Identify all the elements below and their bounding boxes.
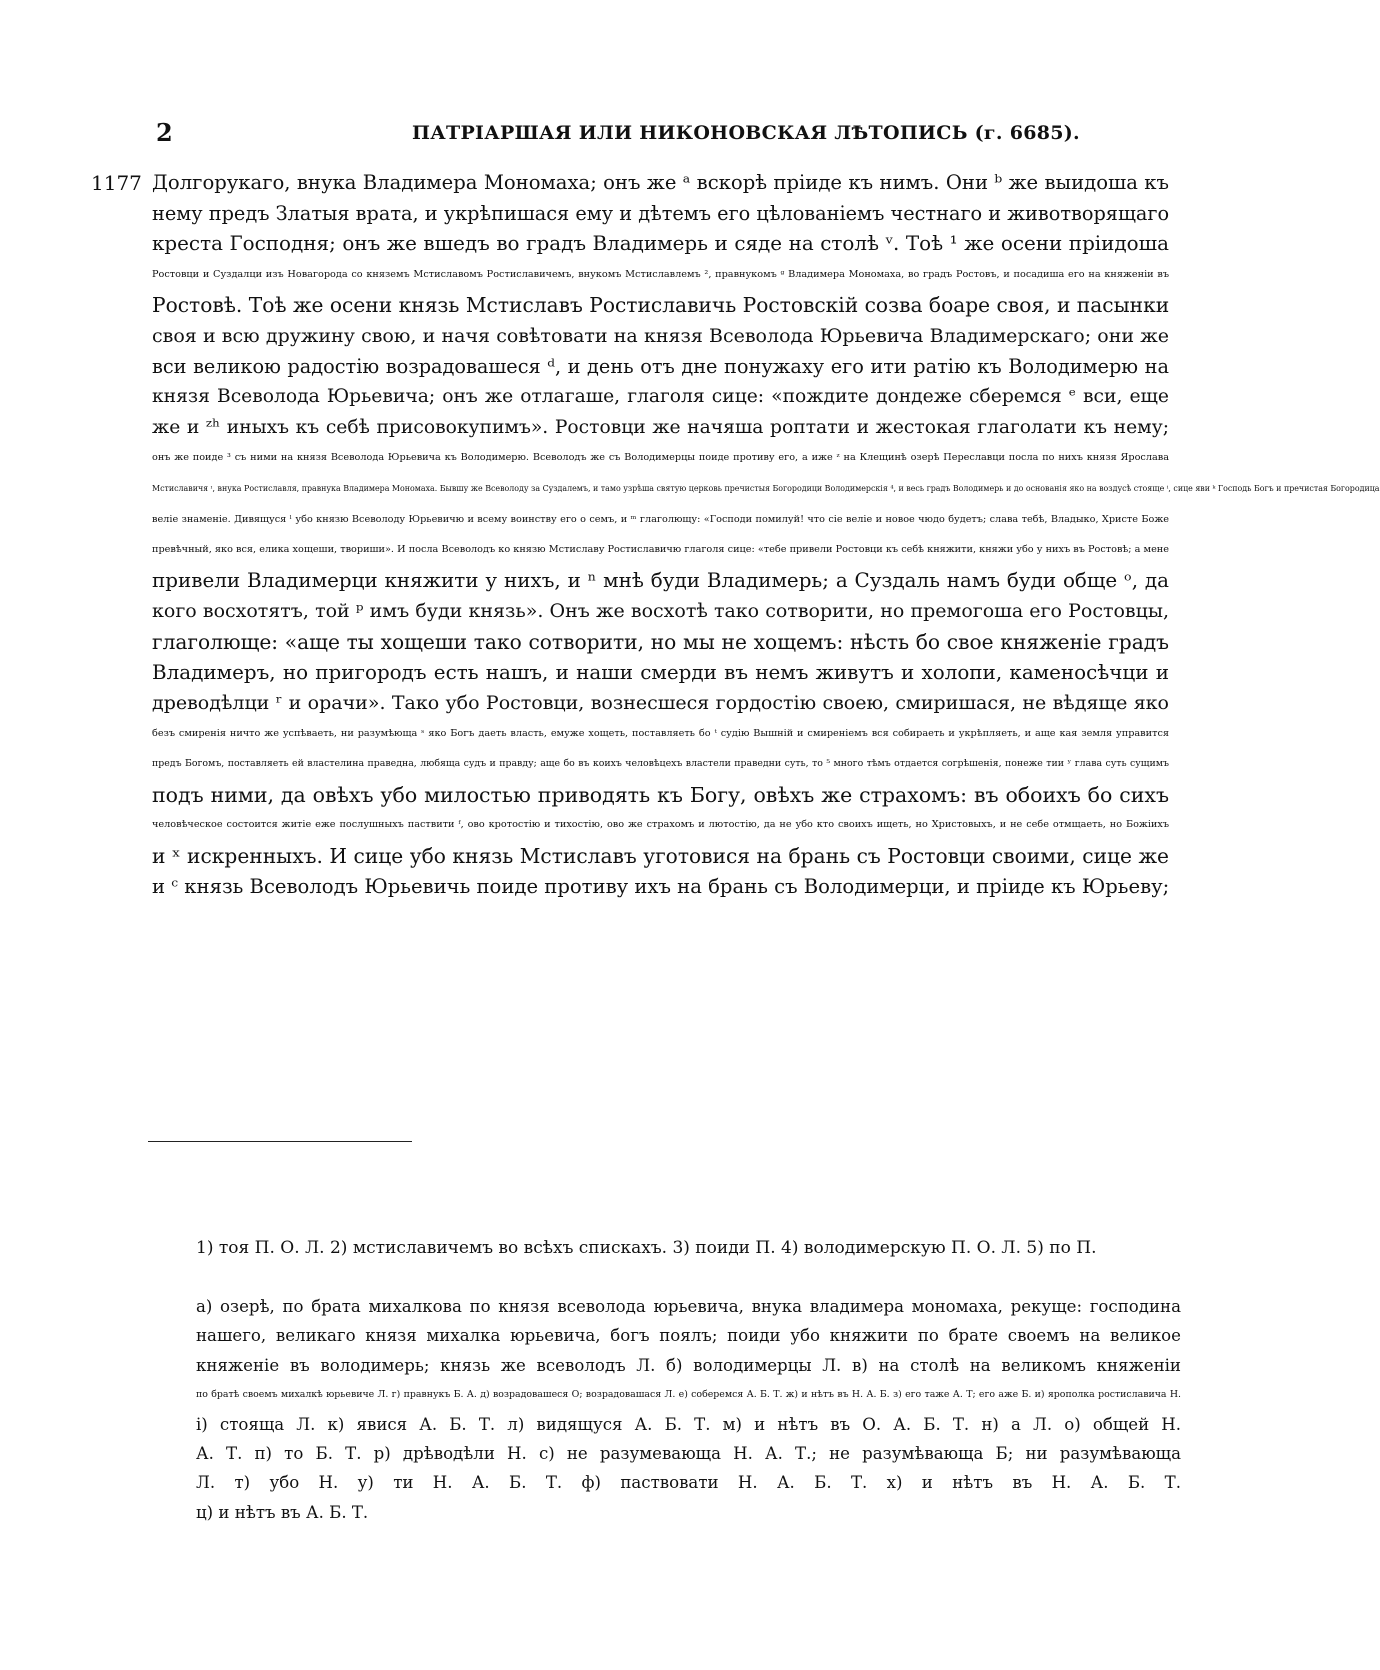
text-line: князя Всеволода Юрьевича; онъ же отлагаше, глаголя сице: «пождите дондеже сберемся ᵉ вси, еще <box>152 386 1169 408</box>
page-header <box>0 118 1281 158</box>
text-line: и ˣ искренныхъ. И сице убо князь Мстиславъ уготовися на брань съ Ростовци своими, сице же <box>152 844 1169 869</box>
numbered-footnotes: 1) тоя П. О. Л. 2) мстиславичемъ во всѣхъ спискахъ. 3) поиди П. 4) володимерскую П. О. Л. 5) по П. <box>196 1238 1097 1258</box>
text-line: кого восхотятъ, той ᵖ имъ буди князь». Онъ же восхотѣ тако сотворити, но премогоша его Ростовцы, <box>152 600 1169 623</box>
text-line: предъ Богомъ, поставляеть ей властелина праведна, любяща судъ и правду; аще бо въ коихъ человѣцехъ властели праведни суть, то ⁵ много тѣмъ отдается согрѣшенія, понеже тии ʸ глава суть сущимъ <box>152 758 1169 770</box>
text-line: Долгорукаго, внука Владимера Мономаха; онъ же ᵃ вскорѣ пріиде къ нимъ. Они ᵇ же выидоша къ <box>152 171 1169 194</box>
footnote-line: а) озерѣ, по брата михалкова по князя всеволода юрьевича, внука владимера мономаха, рекуще: господина <box>196 1297 1181 1316</box>
text-line: же и ᶻʰ иныхъ къ себѣ присовокупимъ». Ростовци же начяша роптати и жестокая глаголати къ нему; <box>152 416 1169 438</box>
footnote-line: княженіе въ володимерь; князь же всеволодъ Л. б) володимерцы Л. в) на столѣ на великомъ княженіи <box>196 1355 1181 1375</box>
text-line: человѣческое состоится житіе еже послушныхъ паствити ᶠ, ово кротостію и тихостію, ово же страхомъ и лютостію, да не убо кто своихъ ищеть, но Христовыхъ, и не себе отмщаеть, но Божіихъ <box>152 819 1169 831</box>
text-line: нему предъ Златыя врата, и укрѣпишася ему и дѣтемъ его цѣлованіемъ честнаго и животворящаго <box>152 201 1170 225</box>
text-line: Ростовѣ. Тоѣ же осени князь Мстиславъ Ростиславичь Ростовскій созва боаре своя, и пасынки <box>152 293 1170 318</box>
year-marker: 1177 <box>91 171 142 195</box>
text-line: подъ ними, да овѣхъ убо милостью приводять къ Богу, овѣхъ же страхомъ: въ обоихъ бо сихъ <box>152 782 1169 807</box>
footnote-line: Л. т) убо Н. у) ти Н. А. Б. Т. ф) паствовати Н. А. Б. Т. х) и нѣтъ въ Н. А. Б. Т. <box>196 1473 1181 1493</box>
text-line: привели Владимерци княжити у нихъ, и ⁿ мнѣ буди Владимерь; а Суздаль намъ буди обще ᵒ, да <box>152 568 1169 592</box>
main-text <box>152 168 1380 902</box>
text-line: креста Господня; онъ же вшедъ во градъ Владимерь и сяде на столѣ ᵛ. Тоѣ ¹ же осени пріидоша <box>152 232 1169 256</box>
running-title: ПАТРІАРШАЯ ИЛИ НИКОНОВСКАЯ ЛѢТОПИСЬ (г. 6685). <box>412 122 1080 144</box>
text-line: и ᶜ князь Всеволодъ Юрьевичь поиде противу ихъ на брань съ Володимерци, и пріиде къ Юрьеву; <box>152 874 1170 898</box>
footnote-line: по братѣ своемъ михалкѣ юрьевиче Л. г) правнукъ Б. А. д) возрадовашеся О; возрадовашася Л. е) соберемся А. Б. Т. ж) и нѣтъ въ Н. А. Б. з) его таже А. Т; его аже Б. и) ярополка ростиславича Н. <box>196 1389 1181 1401</box>
footnote-line: ц) и нѣтъ въ А. Б. Т. <box>196 1502 369 1522</box>
footnote-line: і) стояща Л. к) явися А. Б. Т. л) видящуся А. Б. Т. м) и нѣтъ въ О. А. Б. Т. н) а Л. о) общей Н. <box>196 1414 1181 1434</box>
text-line: глаголюще: «аще ты хощеши тако сотворити, но мы не хощемъ: нѣсть бо свое княженіе градъ <box>152 629 1169 654</box>
lettered-footnotes <box>196 1292 1181 1527</box>
page-number: 2 <box>156 118 173 147</box>
text-line: Мстиславичя ᶦ, внука Ростиславля, правнука Владимера Мономаха. Бывшу же Всеволоду за Суздалемъ, и тамо узрѣша святую церковь пречистыя Богородици Володимерскія ⁴, и весь градъ Володимерь и до основанія яко на воздусѣ стояще ⁱ, сице яви ᵏ Господь Богъ и пречистая Богородица <box>152 483 1380 493</box>
text-line: превѣчный, яко вся, елика хощеши, твориши». И посла Всеволодъ ко князю Мстиславу Ростиславичю глаголя сице: «тебе привели Ростовци къ себѣ княжити, княжи убо у нихъ въ Ростовѣ; а мене <box>152 544 1169 556</box>
text-line: своя и всю дружину свою, и начя совѣтовати на князя Всеволода Юрьевича Владимерскаго; они же <box>152 324 1169 347</box>
text-line: онъ же поиде ³ съ ними на князя Всеволода Юрьевича къ Володимерю. Всеволодъ же съ Володимерцы поиде противу его, а иже ᶻ на Клещинѣ озерѣ Переславци посла по нихъ князя Ярослава <box>152 452 1169 464</box>
footnote-line: А. Т. п) то Б. Т. р) дрѣводѣли Н. с) не разумевающа Н. А. Т.; не разумѣвающа Б; ни разумѣвающа <box>196 1443 1181 1463</box>
text-line: древодѣлци ʳ и орачи». Тако убо Ростовци, вознесшеся гордостію своею, смиришася, не вѣдяще яко <box>152 692 1169 715</box>
text-line: Ростовци и Суздалци изъ Новагорода со княземъ Мстиславомъ Ростиславичемъ, внукомъ Мстиславлемъ ², правнукомъ ᵍ Владимера Мономаха, во градъ Ростовъ, и посадиша его на княженіи въ <box>152 268 1169 280</box>
footnote-line: нашего, великаго князя михалка юрьевича, богъ поялъ; поиди убо княжити по брате своемъ на великое <box>196 1326 1181 1346</box>
text-line: безъ смиренія ничто же успѣваеть, ни разумѣюща ˢ яко Богъ даеть власть, емуже хощеть, поставляеть бо ᵗ судію Вышній и смиреніемъ вся собираеть и укрѣпляеть, и аще кая земля управится <box>152 727 1169 739</box>
text-line: веліе знаменіе. Дивящуся ˡ убо князю Всеволоду Юрьевичю и всему воинству его о семъ, и ᵐ глаголющу: «Господи помилуй! что сіе веліе и новое чюдо будетъ; слава тебѣ, Владыко, Христе Боже <box>152 513 1169 525</box>
text-line: Владимеръ, но пригородъ есть нашъ, и наши смерди въ немъ живутъ и холопи, каменосѣчци и <box>152 660 1169 684</box>
footnote-separator <box>148 1141 412 1142</box>
text-line: вси великою радостію возрадовашеся ᵈ, и день отъ дне понужаху его ити ратію къ Володимерю на <box>152 354 1169 378</box>
